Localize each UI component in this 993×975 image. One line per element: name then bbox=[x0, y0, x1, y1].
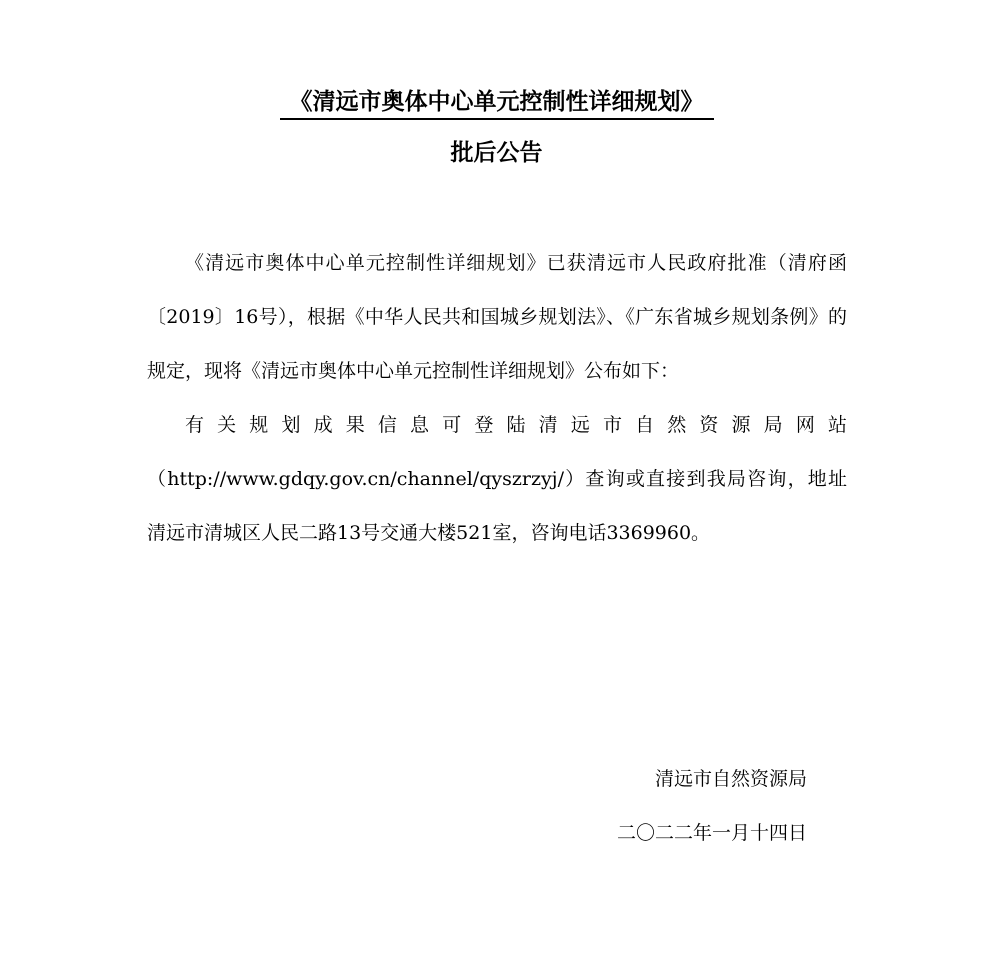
signature-date: 二〇二二年一月十四日 bbox=[616, 822, 807, 844]
body-paragraph-approval: 《清远市奥体中心单元控制性详细规划》已获清远市人民政府批准（清府函〔2019〕16号），根据《中华人民共和国城乡规划法》、《广东省城乡规划条例》的规定，现将《清远市奥体中心单元控制性详细规划》公布如下： bbox=[147, 252, 847, 382]
document-title bbox=[0, 87, 993, 120]
body-paragraph-contact: 有关规划成果信息可登陆清远市自然资源局网站（http://www.gdqy.gov.cn/channel/qyszrzyj/）查询或直接到我局咨询，地址清远市清城区人民二路13号交通大楼521室，咨询电话3369960。 bbox=[147, 414, 847, 544]
document-body bbox=[147, 236, 847, 560]
signature-organization: 清远市自然资源局 bbox=[654, 768, 807, 790]
document-title-text: 《清远市奥体中心单元控制性详细规划》 bbox=[280, 87, 714, 120]
document-subtitle: 批后公告 bbox=[450, 140, 543, 166]
